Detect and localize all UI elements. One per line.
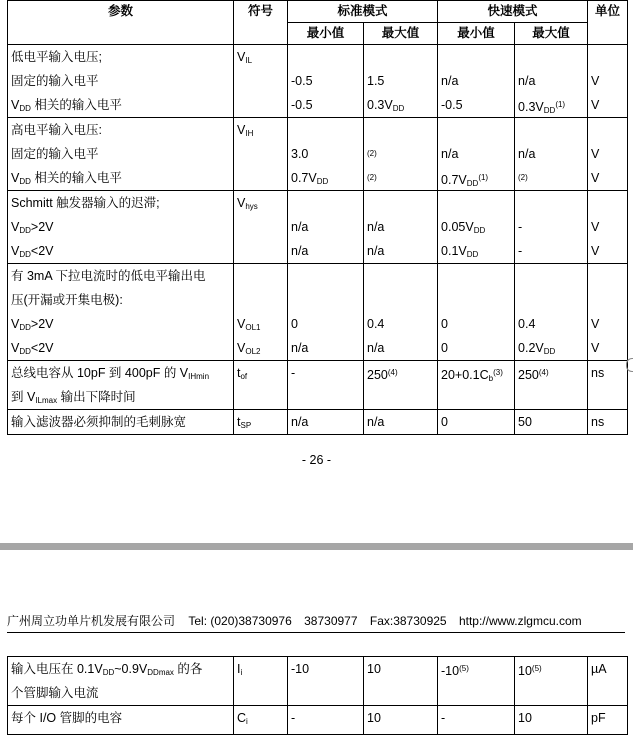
- table-row-vih: [8, 118, 628, 191]
- symbol-cell: $V_{IH}$: [234, 118, 288, 191]
- fast-min-cell: $20+0.1C_b^{(3)}$: [438, 361, 515, 410]
- standard-min-cell: 3.0 $0.7V_{DD}$: [288, 118, 364, 191]
- table-row-ci: [8, 706, 628, 735]
- symbol-cell: $t_{of}$: [234, 361, 288, 410]
- header-symbol: 符号: [234, 1, 288, 45]
- symbol-cell: $t_{SP}$: [234, 410, 288, 435]
- symbol-cell: $C_i$: [234, 706, 288, 735]
- standard-max-cell: 10: [364, 706, 438, 735]
- standard-min-cell: -: [288, 361, 364, 410]
- company-fax: Fax:38730925: [369, 614, 447, 628]
- standard-min-cell: -10: [288, 657, 364, 706]
- table-row-tsp: [8, 410, 628, 435]
- standard-min-cell: n/a: [288, 410, 364, 435]
- company-name: 广州周立功单片机发展有限公司: [7, 614, 176, 628]
- unit-cell: µA: [588, 657, 628, 706]
- page-divider: [0, 543, 633, 550]
- fast-max-cell: n/a $0.3V_{DD}^{(1)}$: [515, 45, 588, 118]
- symbol-cell: $V_{OL1}$ $V_{OL2}$: [234, 264, 288, 361]
- table-row-vhys: [8, 191, 628, 264]
- company-header: [7, 612, 625, 633]
- header-standard-min: 最小值: [288, 23, 364, 45]
- standard-max-cell: $^{(2)}$ $^{(2)}$: [364, 118, 438, 191]
- standard-max-cell: n/a n/a: [364, 191, 438, 264]
- standard-min-cell: -0.5 -0.5: [288, 45, 364, 118]
- unit-cell: V V: [588, 45, 628, 118]
- fast-max-cell: 10$^{(5)}$: [515, 657, 588, 706]
- i2c-parameter-table: [7, 0, 628, 435]
- company-tel: Tel: (020)38730976: [188, 614, 292, 628]
- unit-cell: ns: [588, 410, 628, 435]
- fast-max-cell: n/a $^{(2)}$: [515, 118, 588, 191]
- margin-mark: [626, 358, 633, 372]
- unit-cell: V V: [588, 191, 628, 264]
- standard-min-cell: -: [288, 706, 364, 735]
- fast-max-cell: 50: [515, 410, 588, 435]
- fast-min-cell: -10$^{(5)}$: [438, 657, 515, 706]
- standard-max-cell: 250$^{(4)}$: [364, 361, 438, 410]
- fast-max-cell: 10: [515, 706, 588, 735]
- unit-cell: pF: [588, 706, 628, 735]
- param-cell: 输入电压在 $0.1V_{DD}\sim 0.9V_{DDmax}$ 的各 个管脚输入电流: [8, 657, 234, 706]
- param-cell: 每个 I/O 管脚的电容: [8, 706, 234, 735]
- standard-max-cell: n/a: [364, 410, 438, 435]
- fast-min-cell: n/a -0.5: [438, 45, 515, 118]
- unit-cell: ns: [588, 361, 628, 410]
- unit-cell: V V: [588, 264, 628, 361]
- param-cell: 有 3mA 下拉电流时的低电平输出电 压(开漏或开集电极): $V_{DD}>2V$ $V_{DD}<2V$: [8, 264, 234, 361]
- fast-min-cell: 0: [438, 410, 515, 435]
- standard-min-cell: n/a n/a: [288, 191, 364, 264]
- header-fast-min: 最小值: [438, 23, 515, 45]
- param-cell: 低电平输入电压; 固定的输入电平 $V_{DD}$ 相关的输入电平: [8, 45, 234, 118]
- standard-max-cell: 10: [364, 657, 438, 706]
- standard-min-cell: 0 n/a: [288, 264, 364, 361]
- fast-min-cell: 0 0: [438, 264, 515, 361]
- symbol-cell: $V_{IL}$: [234, 45, 288, 118]
- fast-max-cell: 0.4 $0.2V_{DD}$: [515, 264, 588, 361]
- fast-min-cell: $0.05V_{DD}$ $0.1V_{DD}$: [438, 191, 515, 264]
- table-row-ii: [8, 657, 628, 706]
- param-cell: 高电平输入电压: 固定的输入电平 $V_{DD}$ 相关的输入电平: [8, 118, 234, 191]
- company-url[interactable]: http://www.zlgmcu.com: [458, 614, 582, 628]
- company-tel2: 38730977: [304, 614, 358, 628]
- param-cell: 总线电容从 10pF 到 400pF 的 $V_{IHmin}$ 到 $V_{ILmax}$ 输出下降时间: [8, 361, 234, 410]
- page-number: - 26 -: [301, 453, 332, 467]
- header-fast-mode: 快速模式: [438, 1, 588, 23]
- fast-min-cell: -: [438, 706, 515, 735]
- table-row-vil: [8, 45, 628, 118]
- param-cell: 输入滤波器必须抑制的毛刺脉宽: [8, 410, 234, 435]
- continued-parameter-table: [7, 656, 628, 735]
- symbol-cell: $V_{hys}$: [234, 191, 288, 264]
- header-unit: 单位: [588, 1, 628, 45]
- standard-max-cell: 1.5 $0.3V_{DD}$: [364, 45, 438, 118]
- fast-min-cell: n/a $0.7V_{DD}^{(1)}$: [438, 118, 515, 191]
- header-fast-max: 最大值: [515, 23, 588, 45]
- param-cell: Schmitt 触发器输入的迟滞; $V_{DD}>2V$ $V_{DD}<2V$: [8, 191, 234, 264]
- table-row-vol: [8, 264, 628, 361]
- unit-cell: V V: [588, 118, 628, 191]
- symbol-cell: $I_i$: [234, 657, 288, 706]
- header-param: 参数: [8, 1, 234, 45]
- header-standard-mode: 标准模式: [288, 1, 438, 23]
- standard-max-cell: 0.4 n/a: [364, 264, 438, 361]
- fast-max-cell: 250$^{(4)}$: [515, 361, 588, 410]
- fast-max-cell: - -: [515, 191, 588, 264]
- header-standard-max: 最大值: [364, 23, 438, 45]
- table-row-tof: [8, 361, 628, 410]
